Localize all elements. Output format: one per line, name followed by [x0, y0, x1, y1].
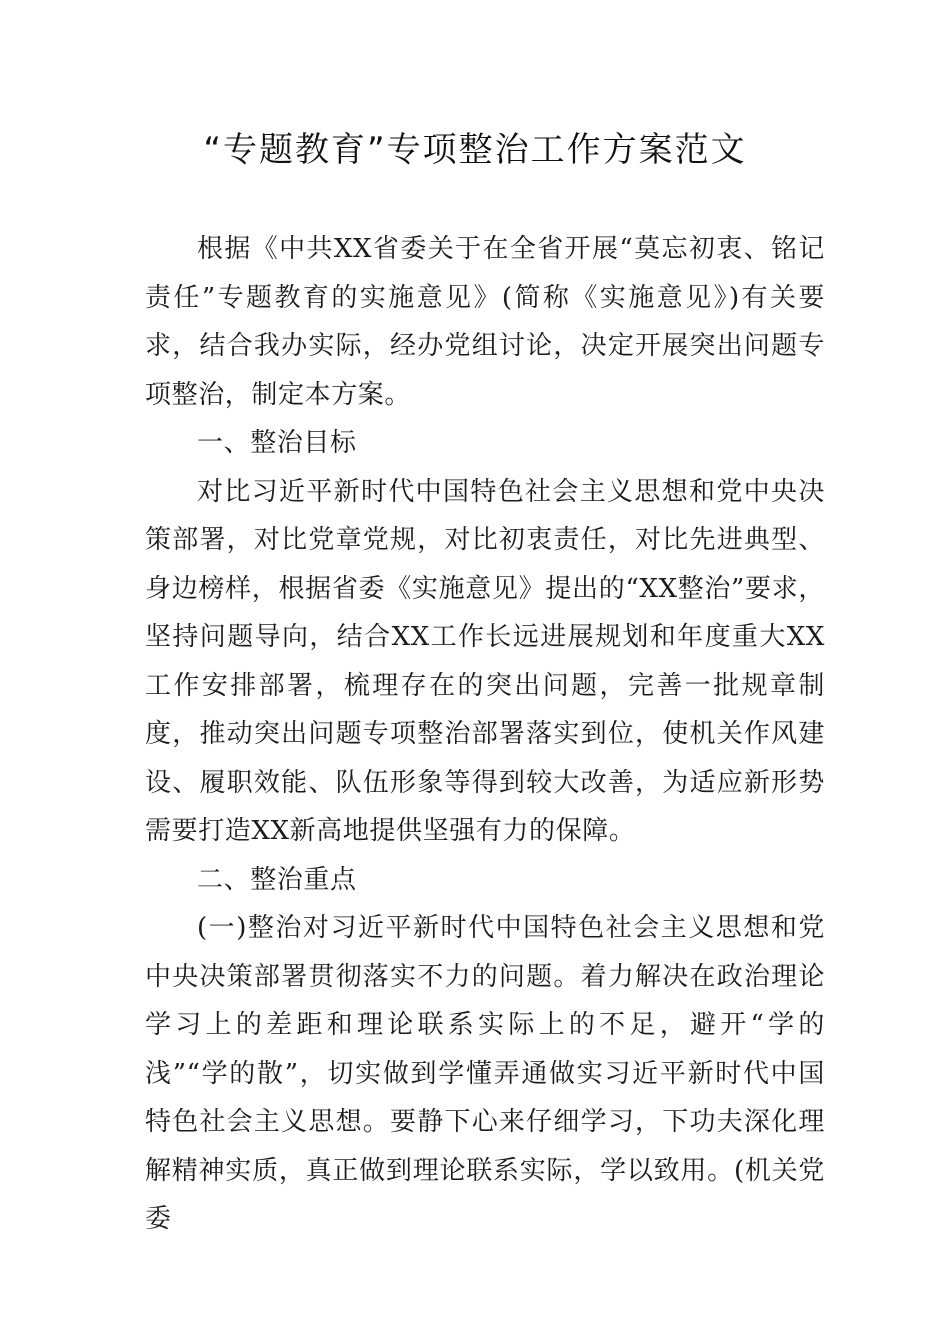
document-body [145, 225, 825, 1244]
focus-paragraph-1: (一)整治对习近平新时代中国特色社会主义思想和党中央决策部署贯彻落实不力的问题。着力解决在政治理论学习上的差距和理论联系实际上的不足，避开“学的浅”“学的散”，切实做到学懂弄通做实习近平新时代中国特色社会主义思想。要静下心来仔细学习，下功夫深化理解精神实质，真正做到理论联系实际，学以致用。(机关党委 [145, 913, 825, 1234]
section-heading-focus: 二、整治重点 [197, 864, 357, 895]
intro-paragraph: 根据《中共XX省委关于在全省开展“莫忘初衷、铭记责任”专题教育的实施意见》(简称《实施意见》)有关要求，结合我办实际，经办党组讨论，决定开展突出问题专项整治，制定本方案。 [145, 234, 825, 410]
goals-paragraph: 对比习近平新时代中国特色社会主义思想和党中央决策部署，对比党章党规，对比初衷责任，对比先进典型、身边榜样，根据省委《实施意见》提出的“XX整治”要求，坚持问题导向，结合XX工作长远进展规划和年度重大XX工作安排部署，梳理存在的突出问题，完善一批规章制度，推动突出问题专项整治部署落实到位，使机关作风建设、履职效能、队伍形象等得到较大改善，为适应新形势需要打造XX新高地提供坚强有力的保障。 [145, 476, 825, 846]
section-heading-goals: 一、整治目标 [197, 428, 357, 458]
document-title: “专题教育”专项整治工作方案范文 [203, 130, 747, 170]
